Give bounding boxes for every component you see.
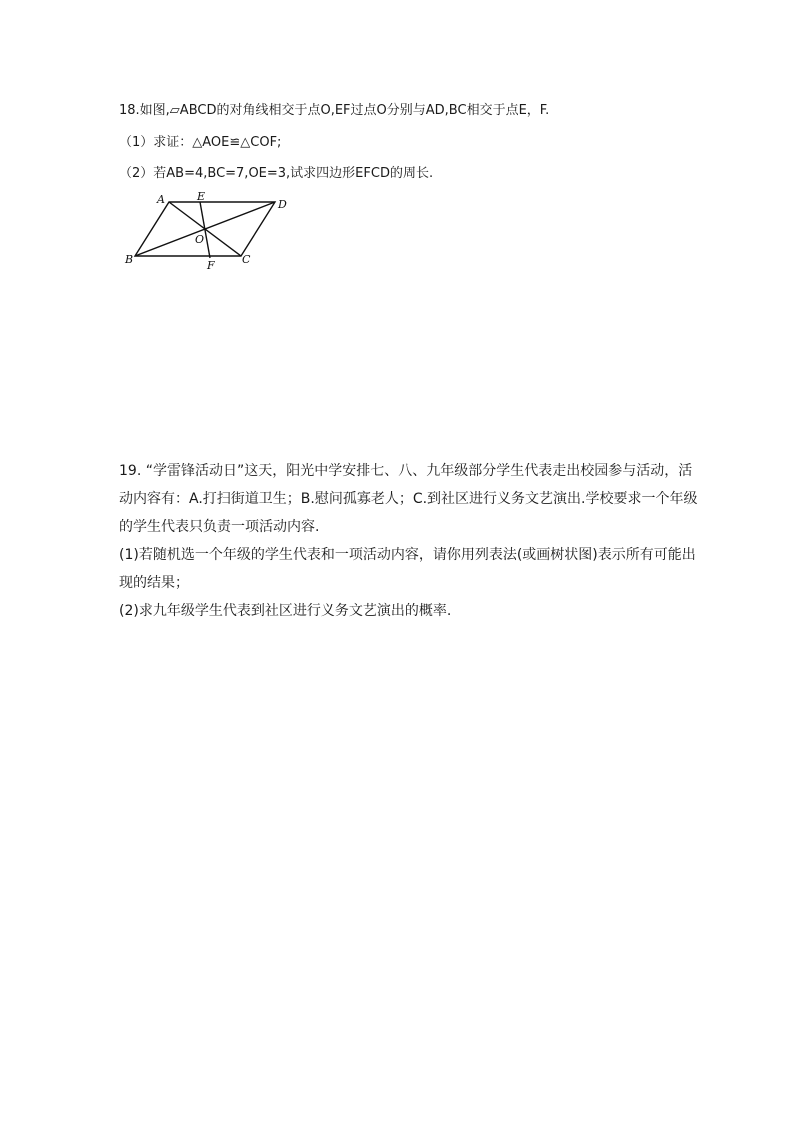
label-c: C — [242, 253, 251, 266]
problem-18-stem: 18.如图,▱ABCD的对角线相交于点O,EF过点O分别与AD,BC相交于点E，F. — [119, 103, 550, 118]
parallelogram-diagram — [122, 191, 292, 271]
problem-19-stem-line-3: 的学生代表只负责一项活动内容. — [119, 519, 320, 535]
problem-18-part-2: （2）若AB=4,BC=7,OE=3,试求四边形EFCD的周长. — [119, 166, 434, 181]
label-b: B — [125, 253, 134, 266]
problem-18-part-1: （1）求证：△AOE≌△COF; — [119, 135, 282, 150]
parallelogram-figure — [122, 191, 292, 271]
label-d: D — [278, 198, 287, 211]
label-f: F — [207, 259, 215, 271]
problem-19-part-1-line-1: (1)若随机选一个年级的学生代表和一项活动内容，请你用列表法(或画树状图)表示所有可能出 — [119, 547, 696, 563]
problem-19-part-2: (2)求九年级学生代表到社区进行义务文艺演出的概率. — [119, 603, 452, 619]
label-a: A — [157, 193, 165, 206]
problem-19-part-1-line-2: 现的结果； — [119, 575, 189, 591]
label-o: O — [195, 233, 205, 246]
problem-19-stem-line-2: 动内容有：A.打扫街道卫生；B.慰问孤寡老人；C.到社区进行义务文艺演出.学校要求一个年级 — [119, 491, 698, 507]
problem-19-stem-line-1: 19. “学雷锋活动日”这天，阳光中学安排七、八、九年级部分学生代表走出校园参与活动，活 — [119, 463, 693, 479]
label-e: E — [197, 191, 206, 203]
